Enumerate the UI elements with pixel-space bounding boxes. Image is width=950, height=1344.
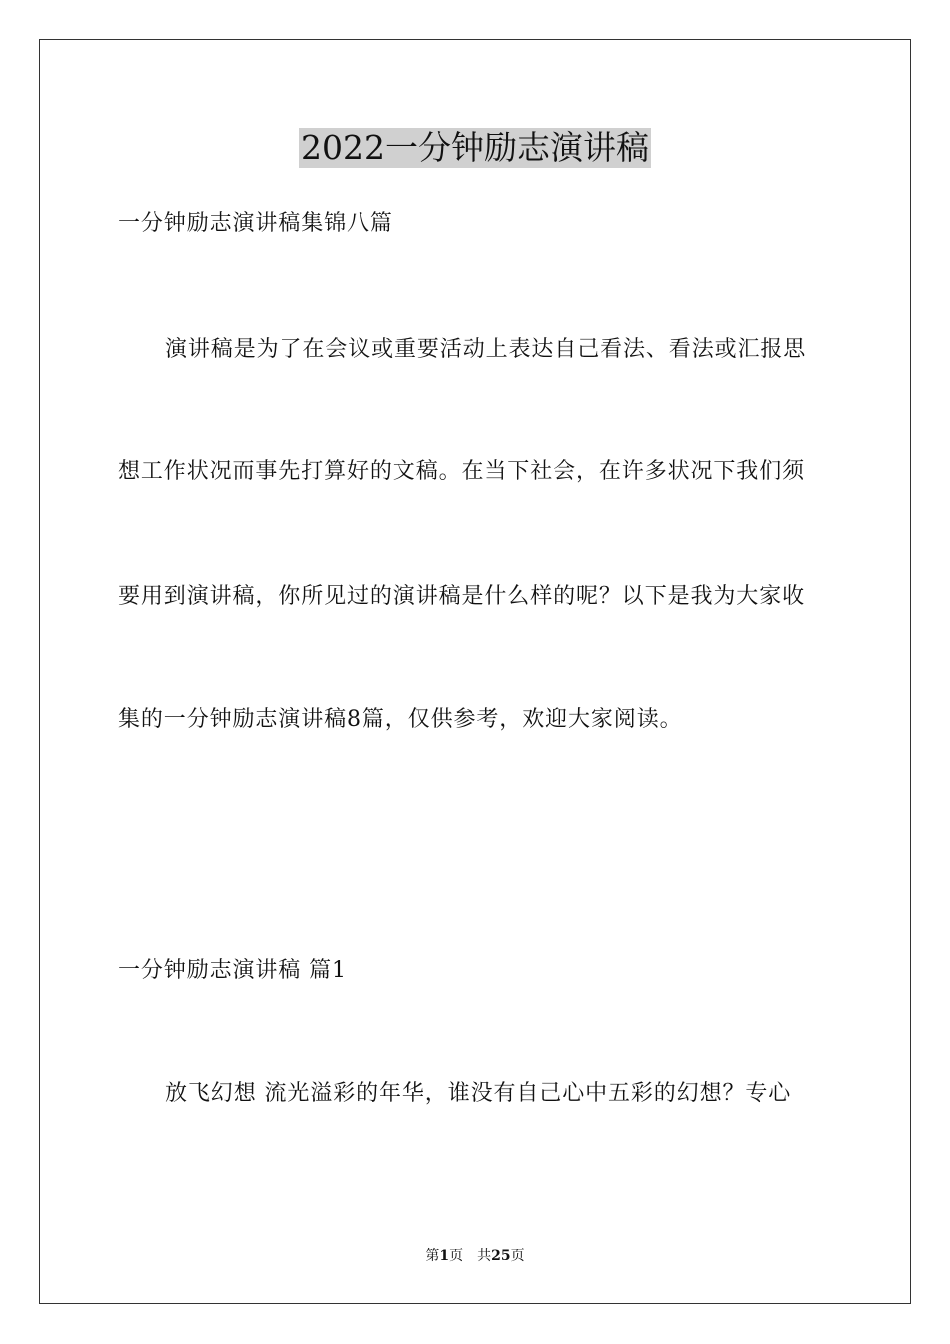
footer-page-prefix: 第: [425, 1248, 440, 1264]
section-heading: 一分钟励志演讲稿 篇1: [118, 958, 347, 983]
intro-line-2: 想工作状况而事先打算好的文稿。在当下社会，在许多状况下我们须: [118, 459, 806, 484]
document-title: 2022一分钟励志演讲稿: [301, 128, 649, 167]
intro-line-4: 集的一分钟励志演讲稿8篇，仅供参考，欢迎大家阅读。: [118, 707, 683, 732]
intro-line-3: 要用到演讲稿，你所见过的演讲稿是什么样的呢？以下是我为大家收: [118, 584, 806, 609]
document-subtitle: 一分钟励志演讲稿集锦八篇: [118, 211, 393, 236]
footer-total-pages: 25: [491, 1248, 511, 1264]
footer-total-suffix: 页: [510, 1248, 525, 1264]
intro-line-1: 演讲稿是为了在会议或重要活动上表达自己看法、看法或汇报思: [165, 337, 807, 362]
footer-page-suffix: 页: [449, 1248, 464, 1264]
footer-page-number: 1: [439, 1248, 450, 1264]
title-container: [0, 128, 950, 168]
section-first-line: 放飞幻想 流光溢彩的年华，谁没有自己心中五彩的幻想？专心: [165, 1081, 792, 1106]
page-footer: [0, 1246, 950, 1266]
footer-total-prefix: 共: [477, 1248, 492, 1264]
